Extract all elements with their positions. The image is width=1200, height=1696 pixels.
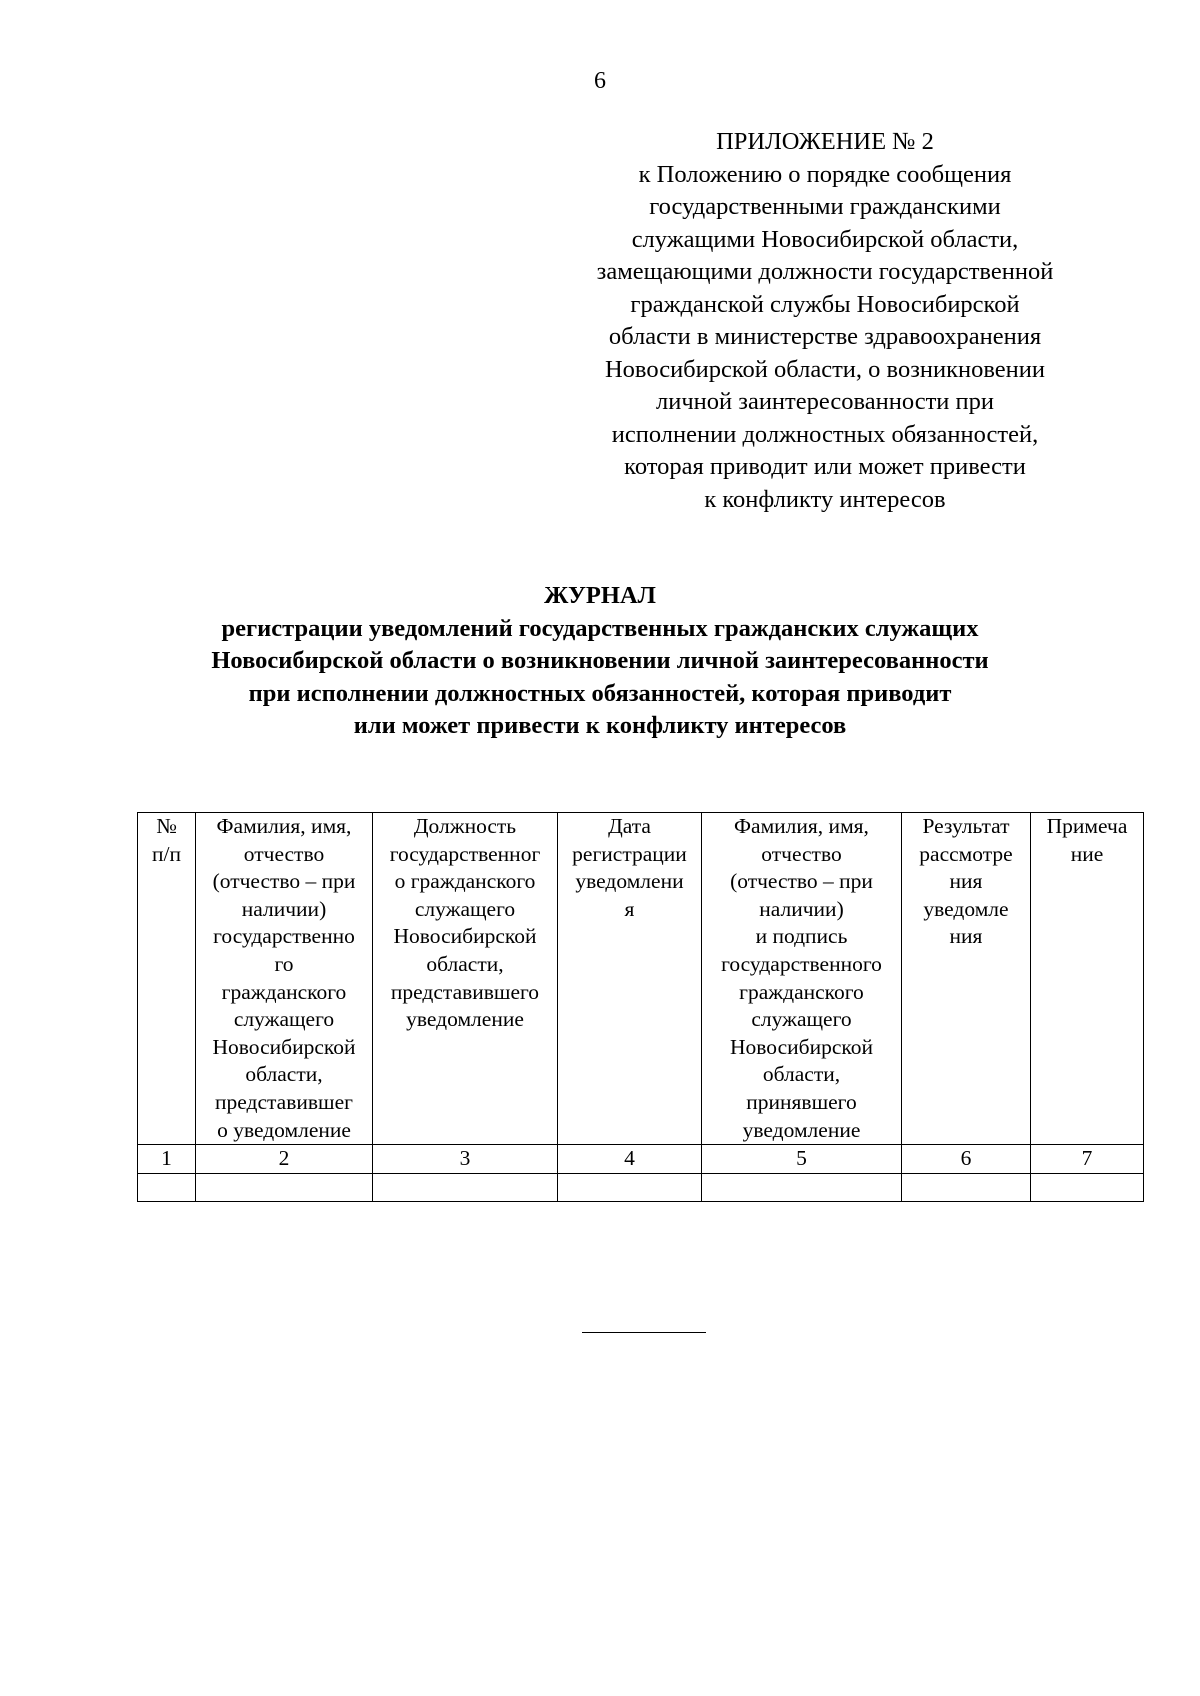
empty-cell [138,1173,196,1201]
empty-entry-row [138,1173,1144,1201]
appendix-line: служащими Новосибирской области, [631,225,1019,253]
journal-title: ЖУРНАЛ [544,582,656,609]
appendix-line: к конфликту интересов [704,485,946,513]
appendix-line: замещающими должности государственной [596,258,1054,285]
appendix-line: личной заинтересованности при [656,388,994,415]
appendix-line: к Положению о порядке сообщения [638,160,1012,188]
header-cell-position: Должность государственног о гражданского служащего Новосибирской области, представившего уведомление [373,813,558,1145]
appendix-line: исполнении должностных обязанностей, [611,420,1039,448]
journal-subtitle-line: регистрации уведомлений государственных гражданских служащих [221,614,979,642]
empty-cell [196,1173,373,1201]
column-number-row [138,1145,1144,1174]
header-cell-result: Результат рассмотре ния уведомле ния [902,813,1031,1145]
column-number-cell: 3 [373,1145,558,1174]
column-number-cell: 7 [1031,1145,1144,1174]
empty-cell [1031,1173,1144,1201]
column-number-cell: 2 [196,1145,373,1174]
header-cell-receiver-name: Фамилия, имя, отчество (отчество – при наличии) и подпись государственного гражданского служащего Новосибирской области, принявшего уведомление [702,813,902,1145]
empty-cell [902,1173,1031,1201]
column-number-cell: 1 [138,1145,196,1174]
appendix-line: которая приводит или может привести [624,453,1026,480]
appendix-line: области в министерстве здравоохранения [608,323,1042,350]
appendix-reference [560,126,1090,516]
appendix-line: гражданской службы Новосибирской [630,290,1020,318]
table-header-row [138,813,1144,1145]
column-number-cell: 5 [702,1145,902,1174]
header-cell-note: Примеча ние [1031,813,1144,1145]
journal-subtitle-line: или может привести к конфликту интересов [353,712,847,739]
empty-cell [373,1173,558,1201]
page-number: 6 [594,68,606,94]
empty-cell [558,1173,702,1201]
header-cell-number: № п/п [138,813,196,1145]
journal-subtitle-line: при исполнении должностных обязанностей, которая приводит [248,679,952,707]
appendix-line: Новосибирской области, о возникновении [604,355,1045,383]
journal-heading [0,580,1200,743]
closing-divider [582,1332,706,1333]
column-number-cell: 6 [902,1145,1031,1174]
register-table [137,812,1144,1202]
header-cell-registration-date: Дата регистрации уведомлени я [558,813,702,1145]
appendix-line: государственными гражданскими [649,193,1001,220]
header-cell-employee-name: Фамилия, имя, отчество (отчество – при наличии) государственно го гражданского служащего Новосибирской области, представившег о уведомление [196,813,373,1145]
column-number-cell: 4 [558,1145,702,1174]
appendix-line: ПРИЛОЖЕНИЕ № 2 [716,128,934,155]
empty-cell [702,1173,902,1201]
journal-subtitle-line: Новосибирской области о возникновении личной заинтересованности [211,647,989,674]
